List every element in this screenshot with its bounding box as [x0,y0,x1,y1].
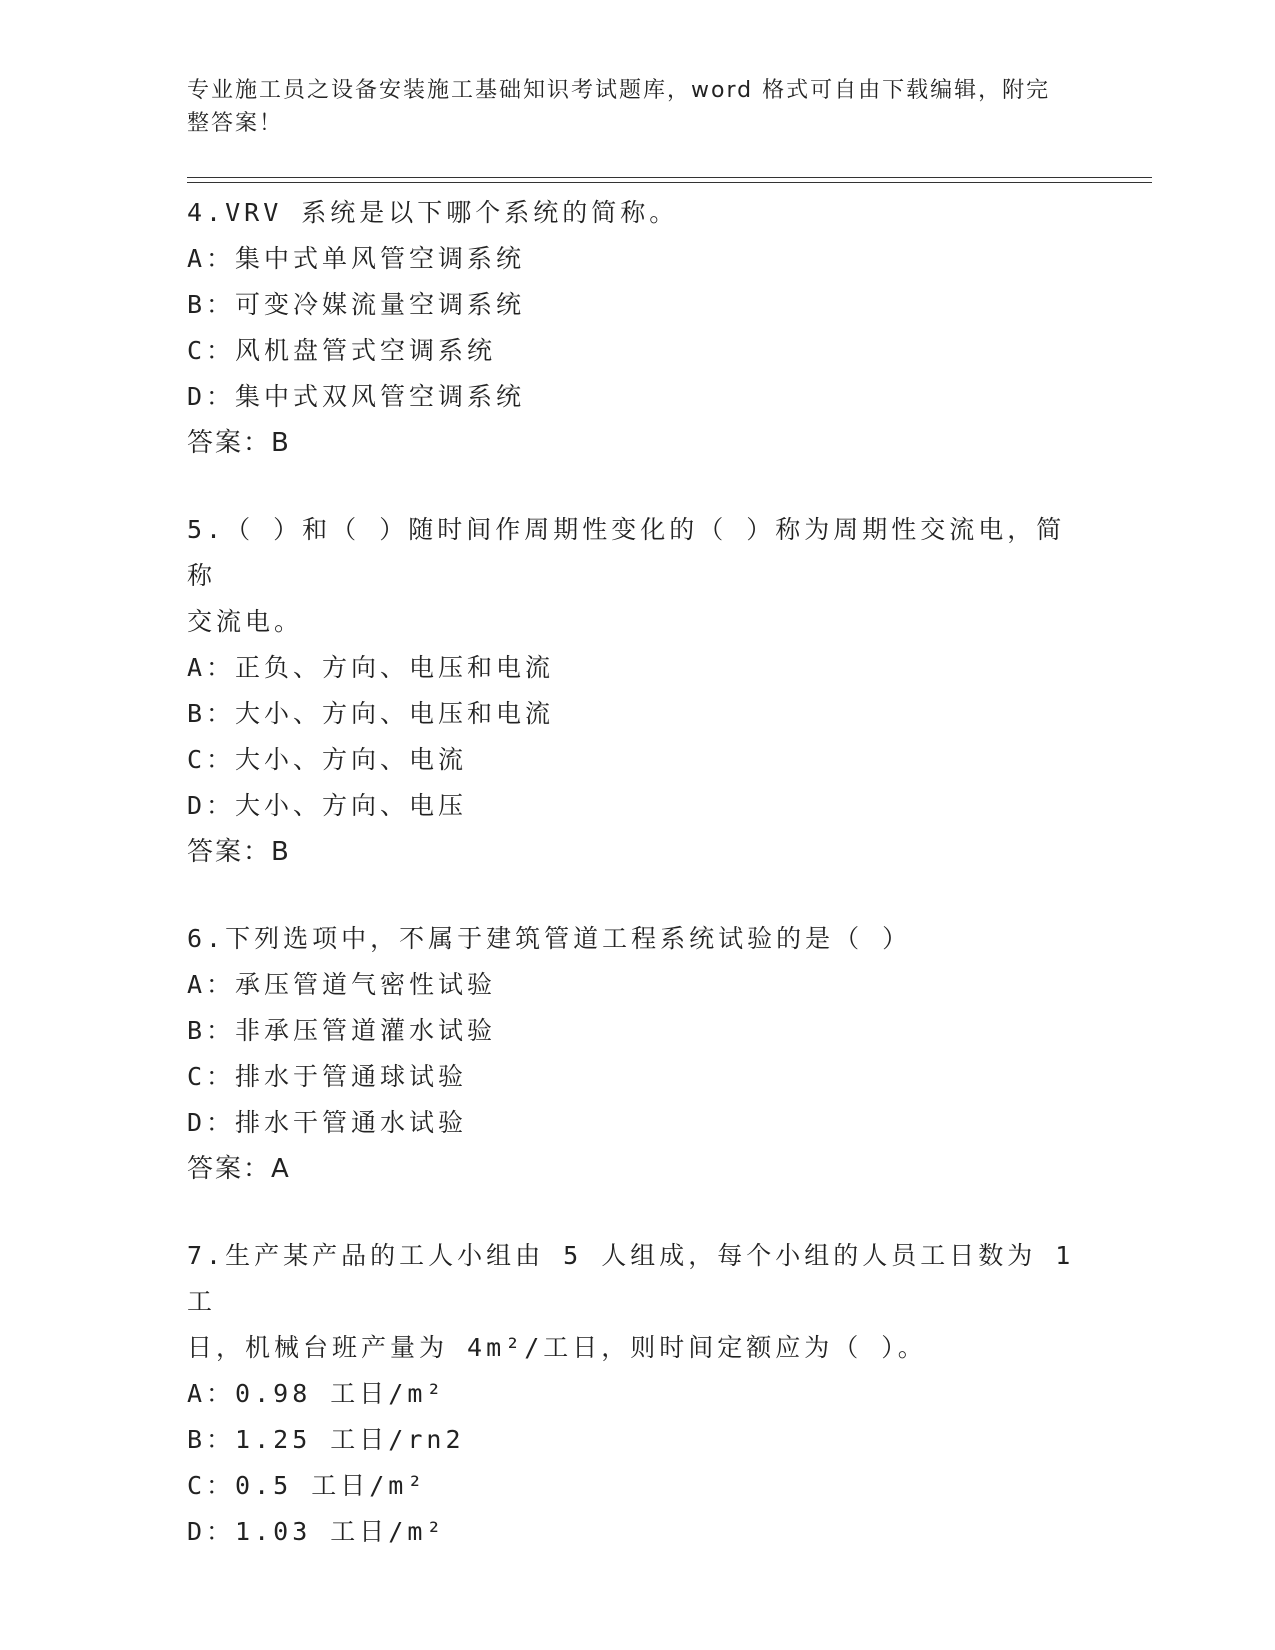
question-text [187,1233,1087,1371]
option-b: B：1.25 工日/rn2 [187,1425,465,1454]
option-a: A：正负、方向、电压和电流 [187,653,555,682]
question-7 [187,1233,1087,1555]
question-line: 日，机械台班产量为 4m²/工日，则时间定额应为（ ）。 [187,1333,927,1362]
question-line: 4.VRV 系统是以下哪个系统的简称。 [187,198,679,227]
question-line: 5.（ ）和（ ）随时间作周期性变化的（ ）称为周期性交流电，简称 [187,515,1066,590]
option-c: C：风机盘管式空调系统 [187,336,497,365]
option-d: D：排水干管通水试验 [187,1108,468,1137]
header-divider-bottom [187,182,1152,183]
question-list [187,190,1087,1596]
option-b: B：可变冷媒流量空调系统 [187,290,526,319]
question-6 [187,916,1087,1192]
question-line: 交流电。 [187,607,304,636]
question-4 [187,190,1087,466]
option-b: B：大小、方向、电压和电流 [187,699,555,728]
option-a: A：集中式单风管空调系统 [187,244,526,273]
option-d: D：大小、方向、电压 [187,791,468,820]
question-line: 6.下列选项中，不属于建筑管道工程系统试验的是（ ） [187,924,912,953]
option-a: A：承压管道气密性试验 [187,970,497,999]
option-c: C：排水于管通球试验 [187,1062,468,1091]
option-b: B：非承压管道灌水试验 [187,1016,497,1045]
question-text [187,507,1087,645]
answer-key: 答案：B [187,428,291,458]
answer-key: 答案：A [187,1154,291,1184]
question-text [187,190,1087,236]
option-d: D：集中式双风管空调系统 [187,382,526,411]
question-5 [187,507,1087,875]
option-c: C：0.5 工日/m² [187,1471,427,1500]
option-a: A：0.98 工日/m² [187,1379,446,1408]
option-c: C：大小、方向、电流 [187,745,468,774]
answer-key: 答案：B [187,837,291,867]
question-line: 7.生产某产品的工人小组由 5 人组成，每个小组的人员工日数为 1 工 [187,1241,1075,1316]
option-d: D：1.03 工日/m² [187,1517,446,1546]
header-line-1: 专业施工员之设备安装施工基础知识考试题库，word 格式可自由下载编辑，附完 [187,78,1051,103]
document-header [187,74,1067,140]
header-divider-top [187,177,1152,178]
header-line-2: 整答案！ [187,111,284,136]
question-text [187,916,1087,962]
